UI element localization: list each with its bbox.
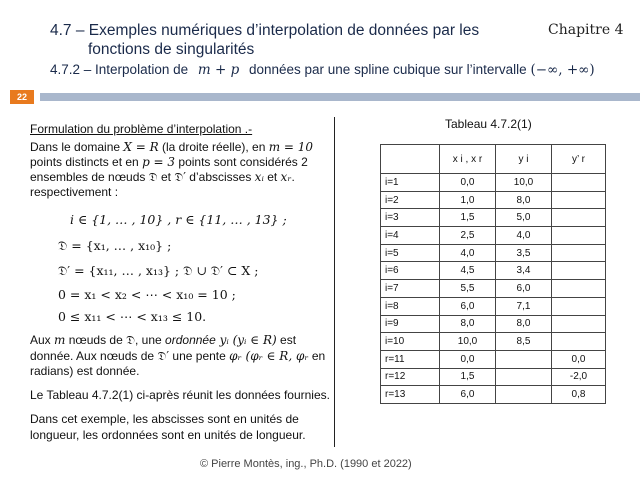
table-cell <box>552 174 606 192</box>
header-divider-bar <box>40 93 640 101</box>
table-cell: 8,0 <box>440 315 496 333</box>
subtitle-prefix: 4.7.2 – Interpolation de <box>50 62 189 77</box>
table-cell: i=5 <box>381 244 440 262</box>
page-number-badge: 22 <box>10 90 34 104</box>
table-cell: 1,5 <box>440 368 496 386</box>
table-row <box>381 191 606 209</box>
table-cell: 5,0 <box>496 209 552 227</box>
table-cell <box>552 244 606 262</box>
table-cell: r=13 <box>381 386 440 404</box>
para2-line3: radians) est donnée. <box>30 364 140 378</box>
header-cell-x: x i , x r <box>440 145 496 174</box>
table-cell <box>552 262 606 280</box>
data-table <box>380 144 606 404</box>
table-row <box>381 262 606 280</box>
subsection-title <box>50 62 595 78</box>
table-cell: 4,0 <box>496 227 552 245</box>
table-cell: 3,5 <box>496 244 552 262</box>
section-title-line1: 4.7 – Exemples numériques d’interpolation de données par les <box>50 22 480 39</box>
table-cell: 1,5 <box>440 209 496 227</box>
table-cell: 1,0 <box>440 191 496 209</box>
subtitle-math: m + p <box>197 62 240 78</box>
table-cell: r=12 <box>381 368 440 386</box>
para1-line3: ensembles de nœuds 𝔇 et 𝔇′ d’abscisses xᵢ et xᵣ. <box>30 170 295 184</box>
table-cell: 8,0 <box>496 191 552 209</box>
table-cell: 7,1 <box>496 297 552 315</box>
table-cell: 8,5 <box>496 333 552 351</box>
table-cell: 0,0 <box>552 350 606 368</box>
table-body <box>381 174 606 404</box>
table-cell <box>552 297 606 315</box>
table-cell: i=6 <box>381 262 440 280</box>
header-cell-slope: y’ r <box>552 145 606 174</box>
table-row <box>381 333 606 351</box>
table-row <box>381 350 606 368</box>
table-row <box>381 209 606 227</box>
table-row <box>381 227 606 245</box>
para2-line1: Aux m nœuds de 𝔇, une ordonnée yᵢ (yᵢ ∈ R) est <box>30 333 297 347</box>
table-cell: -2,0 <box>552 368 606 386</box>
table-row <box>381 280 606 298</box>
para4-line1: Dans cet exemple, les abscisses sont en unités de <box>30 412 299 426</box>
table-row <box>381 244 606 262</box>
equation-order-xr: 0 ≤ x₁₁ < ⋯ < x₁₃ ≤ 10. <box>58 309 207 324</box>
table-header-row <box>381 145 606 174</box>
table-row <box>381 315 606 333</box>
para2-line2: donnée. Aux nœuds de 𝔇′ une pente φᵣ (φᵣ ∈ R, φᵣ en <box>30 349 326 363</box>
table-cell: i=1 <box>381 174 440 192</box>
table-cell: 5,5 <box>440 280 496 298</box>
table-cell: 6,0 <box>496 280 552 298</box>
table-cell <box>496 368 552 386</box>
para1-line1: Dans le domaine X = R (la droite réelle), en m = 10 <box>30 140 314 154</box>
table-cell: 4,5 <box>440 262 496 280</box>
table-cell <box>552 333 606 351</box>
table-cell: i=2 <box>381 191 440 209</box>
table-cell <box>552 209 606 227</box>
table-cell: 2,5 <box>440 227 496 245</box>
table-title: Tableau 4.7.2(1) <box>445 117 532 131</box>
table-cell: 0,8 <box>552 386 606 404</box>
para4-line2: longueur, les ordonnées sont en unités de longueur. <box>30 428 306 442</box>
table-cell <box>552 191 606 209</box>
table-cell <box>552 315 606 333</box>
table-cell: 6,0 <box>440 297 496 315</box>
equation-index-sets: i ∈ {1, … , 10} , r ∈ {11, … , 13} ; <box>70 212 287 227</box>
table-cell: i=9 <box>381 315 440 333</box>
table-cell: 0,0 <box>440 174 496 192</box>
table-cell <box>496 386 552 404</box>
equation-set-Dprime: 𝔇′ = {x₁₁, … , x₁₃} ; 𝔇 ∪ 𝔇′ ⊂ X ; <box>58 263 259 278</box>
table-cell: i=10 <box>381 333 440 351</box>
table-cell: i=4 <box>381 227 440 245</box>
table-row <box>381 386 606 404</box>
copyright-footer: © Pierre Montès, ing., Ph.D. (1990 et 2022) <box>200 458 412 470</box>
table-cell <box>552 227 606 245</box>
equation-order-xi: 0 = x₁ < x₂ < ⋯ < x₁₀ = 10 ; <box>58 287 236 302</box>
table-cell: 10,0 <box>496 174 552 192</box>
column-divider <box>334 117 335 447</box>
formulation-heading: Formulation du problème d’interpolation .- <box>30 122 253 136</box>
para1-line4: respectivement : <box>30 185 119 199</box>
table-cell: 8,0 <box>496 315 552 333</box>
table-cell: 4,0 <box>440 244 496 262</box>
table-cell: 6,0 <box>440 386 496 404</box>
table-cell: i=3 <box>381 209 440 227</box>
table-cell: 3,4 <box>496 262 552 280</box>
table-cell: 0,0 <box>440 350 496 368</box>
subtitle-middle: données par une spline cubique sur l’intervalle <box>248 62 527 77</box>
table-row <box>381 368 606 386</box>
table-cell <box>496 350 552 368</box>
para1-line2: points distincts et en p = 3 points sont considérés 2 <box>30 155 308 169</box>
chapter-label: Chapitre 4 <box>548 22 624 38</box>
equation-set-D: 𝔇 = {x₁, … , x₁₀} ; <box>58 238 172 253</box>
header-cell-label <box>381 145 440 174</box>
para3: Le Tableau 4.7.2(1) ci-après réunit les données fournies. <box>30 388 330 402</box>
subtitle-interval: (−∞, +∞) <box>530 62 595 78</box>
table-cell: i=7 <box>381 280 440 298</box>
header-cell-y: y i <box>496 145 552 174</box>
table-cell: i=8 <box>381 297 440 315</box>
table-row <box>381 297 606 315</box>
table-cell: 10,0 <box>440 333 496 351</box>
table-cell <box>552 280 606 298</box>
table-cell: r=11 <box>381 350 440 368</box>
section-title-line2: fonctions de singularités <box>88 41 255 58</box>
table-row <box>381 174 606 192</box>
